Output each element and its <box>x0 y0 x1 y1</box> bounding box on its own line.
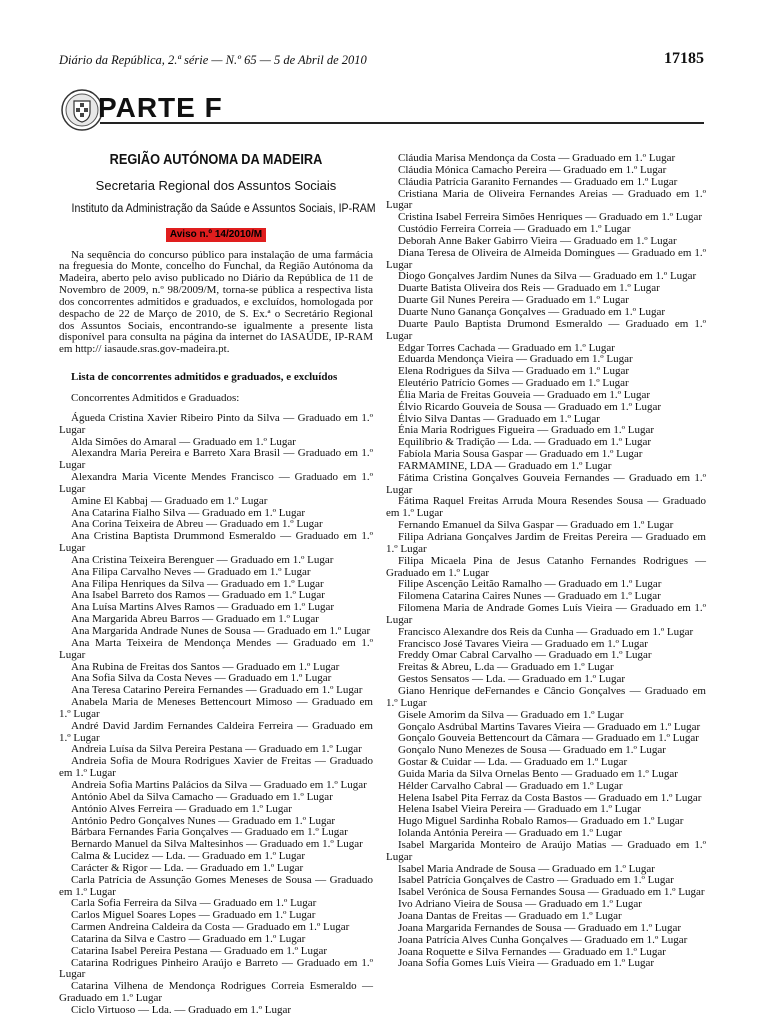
list-item: Joana Margarida Fernandes de Sousa — Graduado em 1.º Lugar <box>398 921 682 934</box>
left-entry-list <box>59 413 373 1017</box>
list-item: Carla Patrícia de Assunção Gomes Meneses de Sousa — Graduado em 1.º Lugar <box>59 873 373 898</box>
region-heading: REGIÃO AUTÓNOMA DA MADEIRA <box>109 152 323 168</box>
list-item: Gonçalo Gouveia Bettencourt da Câmara — Graduado em 1.º Lugar <box>398 732 699 745</box>
list-item: Filipe Ascenção Leitão Ramalho — Graduado em 1.º Lugar <box>398 578 662 591</box>
list-item: António Abel da Silva Camacho — Graduado em 1.º Lugar <box>71 790 333 803</box>
list-item: Bárbara Fernandes Faria Gonçalves — Graduado em 1.º Lugar <box>71 826 348 839</box>
left-column <box>59 152 376 1017</box>
list-item: Ana Sofia Silva da Costa Neves — Graduado em 1.º Lugar <box>71 672 332 685</box>
list-item: Diogo Gonçalves Jardim Nunes da Silva — Graduado em 1.º Lugar <box>398 270 697 283</box>
list-item: Deborah Anne Baker Gabirro Vieira — Graduado em 1.º Lugar <box>398 234 677 247</box>
list-item: Duarte Batista Oliveira dos Reis — Graduado em 1.º Lugar <box>398 282 660 295</box>
list-item: Ciclo Virtuoso — Lda. — Graduado em 1.º Lugar <box>71 1004 292 1016</box>
list-item: Ana Luísa Martins Alves Ramos — Graduado em 1.º Lugar <box>71 601 335 614</box>
list-item: Catarina Vilhena de Mendonça Rodrigues Correia Esmeraldo — Graduado em 1.º Lugar <box>59 980 373 1005</box>
list-item: Isabel Patrícia Gonçalves de Castro — Graduado em 1.º Lugar <box>398 874 674 887</box>
list-item: Filomena Maria de Andrade Gomes Luís Vieira — Graduado em 1.º Lugar <box>386 602 706 626</box>
list-item: Ivo Adriano Vieira de Sousa — Graduado em 1.º Lugar <box>398 898 642 911</box>
list-item: Duarte Nuno Ganança Gonçalves — Graduado em 1.º Lugar <box>398 305 666 318</box>
list-item: Gestos Sensatos — Lda. — Graduado em 1.º Lugar <box>398 673 626 686</box>
list-item: Filomena Catarina Caires Nunes — Graduado em 1.º Lugar <box>398 590 661 603</box>
aviso-badge: Aviso n.º 14/2010/M <box>166 228 266 242</box>
list-item: Ana Rubina de Freitas dos Santos — Graduado em 1.º Lugar <box>71 660 340 673</box>
list-item: Alda Simões do Amaral — Graduado em 1.º Lugar <box>71 435 296 448</box>
list-item: Freddy Omar Cabral Carvalho — Graduado em 1.º Lugar <box>398 649 652 662</box>
list-item: Duarte Paulo Baptista Drumond Esmeraldo — Graduado em 1.º Lugar <box>386 317 706 342</box>
list-item: Hélder Carvalho Cabral — Graduado em 1.º Lugar <box>398 779 623 792</box>
list-item: Carlos Miguel Soares Lopes — Graduado em 1.º Lugar <box>71 909 316 922</box>
list-item: Cristina Isabel Ferreira Simões Henriques — Graduado em 1.º Lugar <box>398 211 702 224</box>
list-item: Gisele Amorim da Silva — Graduado em 1.º Lugar <box>398 708 624 721</box>
list-item: Francisco Alexandre dos Reis da Cunha — Graduado em 1.º Lugar <box>398 625 694 638</box>
list-item: Catarina Rodrigues Pinheiro Araújo e Barreto — Graduado em 1.º Lugar <box>59 956 373 981</box>
list-item: Élvio Ricardo Gouveia de Sousa — Graduado em 1.º Lugar <box>398 400 662 413</box>
list-item: Cristiana Maria de Oliveira Fernandes Areias — Graduado em 1.º Lugar <box>386 187 706 212</box>
list-item: Filipa Adriana Gonçalves Jardim de Freitas Pereira — Graduado em 1.º Lugar <box>386 531 706 555</box>
part-title: PARTE F <box>98 92 223 123</box>
list-item: Cláudia Patrícia Garanito Fernandes — Graduado em 1.º Lugar <box>398 175 678 188</box>
list-item: António Pedro Gonçalves Nunes — Graduado em 1.º Lugar <box>71 814 335 827</box>
list-item: Isabel Verónica de Sousa Fernandes Sousa — Graduado em 1.º Lugar <box>398 886 705 899</box>
list-item: Ana Cristina Teixeira Berenguer — Graduado em 1.º Lugar <box>71 553 334 566</box>
list-item: Giano Henrique deFernandes e Câncio Gonçalves — Graduado em 1.º Lugar <box>386 684 706 709</box>
list-item: Ana Cristina Baptista Drummond Esmeraldo — Graduado em 1.º Lugar <box>59 530 373 555</box>
concorrentes-label: Concorrentes Admitidos e Graduados: <box>71 391 240 404</box>
list-item: Gonçalo Nuno Menezes de Sousa — Graduado em 1.º Lugar <box>398 744 666 757</box>
list-item: Francisco José Tavares Vieira — Graduado em 1.º Lugar <box>398 637 648 650</box>
list-item: Énia Maria Rodrigues Figueira — Graduado em 1.º Lugar <box>398 424 655 437</box>
list-item: Ana Filipa Carvalho Neves — Graduado em 1.º Lugar <box>71 565 311 578</box>
list-item: Gostar & Cuidar — Lda. — Graduado em 1.º Lugar <box>398 756 628 769</box>
list-item: Freitas & Abreu, L.da — Graduado em 1.º Lugar <box>398 661 614 674</box>
list-item: Eduarda Mendonça Vieira — Graduado em 1.º Lugar <box>398 353 633 366</box>
list-item: Hugo Miguel Sardinha Robalo Ramos— Graduado em 1.º Lugar <box>398 815 684 828</box>
part-divider <box>100 122 704 124</box>
list-item: Filipa Micaela Pina de Jesus Catanho Fernandes Rodrigues — Graduado em 1.º Lugar <box>386 554 706 579</box>
list-item: Anabela Maria de Meneses Bettencourt Mimoso — Graduado em 1.º Lugar <box>59 696 373 720</box>
list-item: Cláudia Mónica Camacho Pereira — Graduado em 1.º Lugar <box>398 163 667 176</box>
intro-paragraph: Na sequência do concurso público para instalação de uma farmácia na freguesia do Monte, concelho do Funchal, da Região Autónoma da Madeira, aberto pelo aviso publicado no Diário da República de 11 de Novembro de 2009, n.º 98/2009/M, torna-se pública a respectiva lista dos concorrentes admitidos e graduados, e excluídos, homologada por despacho de 22 de Março de 2010, de S. Ex.ª o Secretário Regional dos Assuntos Sociais, encontrando-se igualmente a presente lista disponível para consulta na página da internet do IASAÚDE, IP-RAM em http:// iasaude.sras.gov-madeira.pt. <box>59 248 373 356</box>
list-item: FARMAMINE, LDA — Graduado em 1.º Lugar <box>398 459 612 472</box>
list-item: Alexandra Maria Vicente Mendes Francisco — Graduado em 1.º Lugar <box>59 471 373 495</box>
list-item: Joana Dantas de Freitas — Graduado em 1.º Lugar <box>398 910 622 922</box>
list-item: Élia Maria de Freitas Gouveia — Graduado em 1.º Lugar <box>398 388 651 401</box>
list-item: Iolanda Antónia Pereira — Graduado em 1.º Lugar <box>398 827 622 840</box>
list-item: Isabel Maria Andrade de Sousa — Graduado em 1.º Lugar <box>398 862 655 875</box>
right-column <box>386 153 706 970</box>
list-item: Ana Filipa Henriques da Silva — Graduado em 1.º Lugar <box>71 577 324 590</box>
list-item: Ana Catarina Fialho Silva — Graduado em 1.º Lugar <box>71 506 306 519</box>
list-item: Catarina da Silva e Castro — Graduado em 1.º Lugar <box>71 932 306 945</box>
list-item: Ana Margarida Andrade Nunes de Sousa — Graduado em 1.º Lugar <box>71 625 371 637</box>
list-item: Andreia Sofia de Moura Rodrigues Xavier de Freitas — Graduado em 1.º Lugar <box>59 755 373 780</box>
list-item: Isabel Margarida Monteiro de Araújo Matias — Graduado em 1.º Lugar <box>386 838 706 863</box>
list-item: Equilíbrio & Tradição — Lda. — Graduado em 1.º Lugar <box>398 436 651 449</box>
list-item: Ana Teresa Catarino Pereira Fernandes — Graduado em 1.º Lugar <box>71 684 363 697</box>
list-item: Alexandra Maria Pereira e Barreto Xara Brasil — Graduado em 1.º Lugar <box>59 447 373 472</box>
list-item: Andreia Luísa da Silva Pereira Pestana — Graduado em 1.º Lugar <box>71 743 362 756</box>
list-item: Duarte Gil Nunes Pereira — Graduado em 1.º Lugar <box>398 294 629 307</box>
list-item: Edgar Torres Cachada — Graduado em 1.º Lugar <box>398 341 615 354</box>
list-item: Bernardo Manuel da Silva Maltesinhos — Graduado em 1.º Lugar <box>71 838 363 851</box>
list-item: Custódio Ferreira Correia — Graduado em 1.º Lugar <box>398 223 631 236</box>
list-item: Carla Sofia Ferreira da Silva — Graduado em 1.º Lugar <box>71 897 317 910</box>
list-item: Carácter & Rigor — Lda. — Graduado em 1.º Lugar <box>71 861 304 874</box>
list-item: Ana Marta Teixeira de Mendonça Mendes — Graduado em 1.º Lugar <box>59 636 373 661</box>
list-item: Fátima Raquel Freitas Arruda Moura Resendes Sousa — Graduado em 1.º Lugar <box>386 495 706 520</box>
list-item: André David Jardim Fernandes Caldeira Ferreira — Graduado em 1.º Lugar <box>59 719 373 744</box>
list-item: Eleutério Patrício Gomes — Graduado em 1.º Lugar <box>398 377 629 390</box>
list-item: Catarina Isabel Pereira Pestana — Graduado em 1.º Lugar <box>71 944 328 957</box>
list-item: Guida Maria da Silva Ornelas Bento — Graduado em 1.º Lugar <box>398 767 678 780</box>
list-item: Helena Isabel Vieira Pereira — Graduado em 1.º Lugar <box>398 803 641 816</box>
list-item: Fátima Cristina Gonçalves Gouveia Fernandes — Graduado em 1.º Lugar <box>386 471 706 496</box>
secretaria-heading: Secretaria Regional dos Assuntos Sociais <box>95 177 337 193</box>
list-item: Andreia Sofia Martins Palácios da Silva — Graduado em 1.º Lugar <box>71 778 367 791</box>
list-item: Élvio Silva Dantas — Graduado em 1.º Lugar <box>398 412 600 425</box>
list-item: Joana Roquette e Silva Fernandes — Graduado em 1.º Lugar <box>398 945 666 958</box>
list-item: Ana Corina Teixeira de Abreu — Graduado em 1.º Lugar <box>71 518 323 531</box>
list-item: Fabíola Maria Sousa Gaspar — Graduado em 1.º Lugar <box>398 448 643 461</box>
list-item: Fernando Emanuel da Silva Gaspar — Graduado em 1.º Lugar <box>398 519 674 532</box>
list-item: António Alves Ferreira — Graduado em 1.º Lugar <box>71 802 292 815</box>
list-item: Cláudia Marisa Mendonça da Costa — Graduado em 1.º Lugar <box>398 152 676 164</box>
instituto-heading: Instituto da Administração da Saúde e Assuntos Sociais, IP-RAM <box>71 202 376 215</box>
list-item: Ana Margarida Abreu Barros — Graduado em 1.º Lugar <box>71 613 319 626</box>
list-item: Águeda Cristina Xavier Ribeiro Pinto da Silva — Graduado em 1.º Lugar <box>59 411 373 436</box>
list-item: Helena Isabel Pita Ferraz da Costa Bastos — Graduado em 1.º Lugar <box>398 791 702 804</box>
journal-header: Diário da República, 2.ª série — N.º 65 — 5 de Abril de 2010 <box>59 53 367 67</box>
list-item: Gonçalo Asdrúbal Martins Tavares Vieira — Graduado em 1.º Lugar <box>398 720 701 733</box>
list-item: Diana Teresa de Oliveira de Almeida Domingues — Graduado em 1.º Lugar <box>386 246 706 271</box>
list-item: Carmen Andreina Caldeira da Costa — Graduado em 1.º Lugar <box>71 921 350 934</box>
list-item: Joana Patrícia Alves Cunha Gonçalves — Graduado em 1.º Lugar <box>398 933 688 946</box>
page-number: 17185 <box>664 50 704 67</box>
list-item: Amine El Kabbaj — Graduado em 1.º Lugar <box>71 494 268 507</box>
right-entry-list <box>386 153 706 970</box>
list-item: Joana Sofia Gomes Luís Vieira — Graduado em 1.º Lugar <box>398 957 655 970</box>
list-item: Calma & Lucidez — Lda. — Graduado em 1.º Lugar <box>71 850 306 863</box>
list-item: Ana Isabel Barreto dos Ramos — Graduado em 1.º Lugar <box>71 589 325 602</box>
list-title: Lista de concorrentes admitidos e graduados, e excluídos <box>71 371 338 384</box>
list-item: Elena Rodrigues da Silva — Graduado em 1.º Lugar <box>398 365 629 378</box>
